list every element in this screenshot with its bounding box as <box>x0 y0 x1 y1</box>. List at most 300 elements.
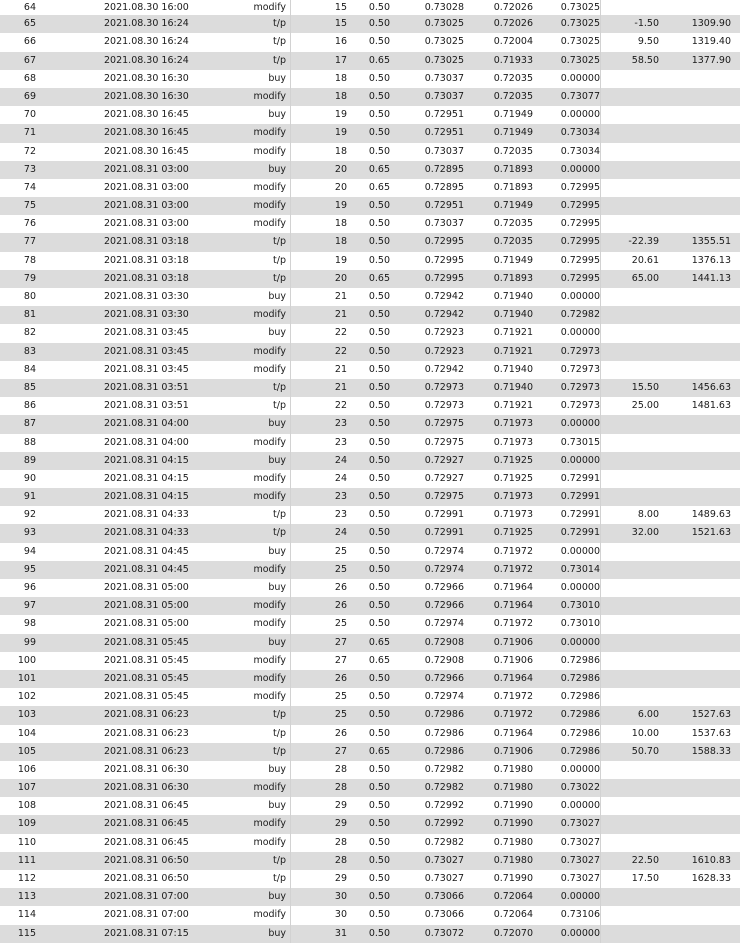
order-cell: 20 <box>334 272 347 284</box>
type-cell: t/p <box>273 36 286 48</box>
sl-cell: 0.71893 <box>493 163 533 175</box>
time-cell: 2021.08.30 16:30 <box>104 90 189 102</box>
sl-cell: 0.71973 <box>493 491 533 503</box>
time-cell: 2021.08.31 03:45 <box>104 327 189 339</box>
table-row[interactable] <box>0 652 740 670</box>
time-cell: 2021.08.31 04:00 <box>104 436 189 448</box>
tp-cell: 0.00000 <box>560 327 600 339</box>
time-cell: 2021.08.31 04:45 <box>104 563 189 575</box>
price-cell: 0.73037 <box>424 90 464 102</box>
column-separator <box>290 379 291 397</box>
row-number: 112 <box>17 873 36 884</box>
table-row[interactable] <box>0 797 740 815</box>
price-cell: 0.72986 <box>424 745 464 757</box>
profit-cell: 50.70 <box>631 745 659 757</box>
time-cell: 2021.08.30 16:45 <box>104 145 189 157</box>
sl-cell: 0.72035 <box>493 236 533 248</box>
table-row[interactable] <box>0 306 740 324</box>
sl-cell: 0.71973 <box>493 436 533 448</box>
column-separator <box>290 888 291 906</box>
balance-cell: 1376.13 <box>691 254 731 266</box>
size-cell: 0.50 <box>368 400 390 412</box>
table-row[interactable] <box>0 670 740 688</box>
column-separator <box>600 561 601 579</box>
table-row[interactable] <box>0 579 740 597</box>
time-cell: 2021.08.31 04:33 <box>104 527 189 539</box>
price-cell: 0.72975 <box>424 491 464 503</box>
sl-cell: 0.71964 <box>493 727 533 739</box>
sl-cell: 0.71906 <box>493 654 533 666</box>
size-cell: 0.65 <box>368 654 390 666</box>
order-cell: 28 <box>334 782 347 794</box>
row-number: 89 <box>23 454 36 466</box>
profit-cell: 20.61 <box>631 254 659 266</box>
table-row[interactable] <box>0 215 740 233</box>
column-separator <box>290 706 291 724</box>
type-cell: t/p <box>273 236 286 248</box>
table-row[interactable] <box>0 852 740 870</box>
time-cell: 2021.08.31 05:45 <box>104 691 189 703</box>
table-row[interactable] <box>0 161 740 179</box>
table-row[interactable] <box>0 688 740 706</box>
type-cell: buy <box>268 636 286 648</box>
order-cell: 24 <box>334 527 347 539</box>
type-cell: modify <box>253 782 286 794</box>
table-row[interactable] <box>0 415 740 433</box>
tp-cell: 0.72995 <box>560 218 600 230</box>
tp-cell: 0.00000 <box>560 291 600 302</box>
size-cell: 0.50 <box>368 345 390 357</box>
column-separator <box>600 815 601 833</box>
column-separator <box>600 70 601 88</box>
row-number: 73 <box>23 163 36 175</box>
order-cell: 19 <box>334 109 347 121</box>
row-number: 108 <box>17 800 36 812</box>
table-row[interactable] <box>0 706 740 724</box>
table-row[interactable] <box>0 52 740 70</box>
price-cell: 0.72942 <box>424 291 464 302</box>
tp-cell: 0.00000 <box>560 763 600 775</box>
order-cell: 21 <box>334 309 347 321</box>
price-cell: 0.72973 <box>424 400 464 412</box>
table-row[interactable] <box>0 452 740 470</box>
column-separator <box>600 0 601 15</box>
order-cell: 29 <box>334 873 347 884</box>
sl-cell: 0.71972 <box>493 563 533 575</box>
type-cell: buy <box>268 545 286 557</box>
column-separator <box>290 343 291 361</box>
time-cell: 2021.08.31 05:45 <box>104 654 189 666</box>
table-row[interactable] <box>0 888 740 906</box>
column-separator <box>600 434 601 452</box>
row-number: 81 <box>23 309 36 321</box>
profit-cell: 10.00 <box>631 727 659 739</box>
price-cell: 0.72973 <box>424 381 464 393</box>
price-cell: 0.72974 <box>424 545 464 557</box>
tp-cell: 0.00000 <box>560 109 600 121</box>
column-separator <box>290 470 291 488</box>
table-row[interactable] <box>0 143 740 161</box>
size-cell: 0.65 <box>368 272 390 284</box>
row-number: 106 <box>17 763 36 775</box>
row-number: 85 <box>23 381 36 393</box>
sl-cell: 0.71949 <box>493 109 533 121</box>
price-cell: 0.72942 <box>424 363 464 375</box>
table-row[interactable] <box>0 597 740 615</box>
table-row[interactable] <box>0 252 740 270</box>
size-cell: 0.50 <box>368 691 390 703</box>
type-cell: t/p <box>273 254 286 266</box>
table-row[interactable] <box>0 543 740 561</box>
row-number: 96 <box>23 582 36 593</box>
table-row[interactable] <box>0 615 740 633</box>
table-row[interactable] <box>0 870 740 888</box>
sl-cell: 0.71949 <box>493 200 533 212</box>
price-cell: 0.73072 <box>424 927 464 939</box>
sl-cell: 0.71921 <box>493 327 533 339</box>
column-separator <box>600 688 601 706</box>
order-cell: 31 <box>334 927 347 939</box>
order-cell: 20 <box>334 163 347 175</box>
row-number: 109 <box>17 818 36 830</box>
table-row[interactable] <box>0 506 740 524</box>
sl-cell: 0.71906 <box>493 636 533 648</box>
table-row[interactable] <box>0 70 740 88</box>
table-row[interactable] <box>0 834 740 852</box>
sl-cell: 0.71893 <box>493 181 533 193</box>
size-cell: 0.50 <box>368 582 390 593</box>
size-cell: 0.50 <box>368 600 390 612</box>
row-number: 115 <box>17 927 36 939</box>
table-row[interactable] <box>0 925 740 943</box>
table-row[interactable] <box>0 343 740 361</box>
column-separator <box>290 506 291 524</box>
column-separator <box>290 834 291 852</box>
column-separator <box>600 124 601 142</box>
row-number: 74 <box>23 181 36 193</box>
order-cell: 21 <box>334 291 347 302</box>
time-cell: 2021.08.31 03:18 <box>104 272 189 284</box>
order-cell: 18 <box>334 218 347 230</box>
type-cell: modify <box>253 836 286 848</box>
time-cell: 2021.08.31 03:30 <box>104 309 189 321</box>
row-number: 64 <box>23 2 36 13</box>
type-cell: modify <box>253 563 286 575</box>
column-separator <box>290 233 291 251</box>
table-row[interactable] <box>0 106 740 124</box>
price-cell: 0.73025 <box>424 36 464 48</box>
table-row[interactable] <box>0 0 740 15</box>
type-cell: buy <box>268 763 286 775</box>
column-separator <box>600 179 601 197</box>
tp-cell: 0.00000 <box>560 545 600 557</box>
type-cell: buy <box>268 72 286 84</box>
column-separator <box>600 615 601 633</box>
tp-cell: 0.72973 <box>560 363 600 375</box>
time-cell: 2021.08.31 03:51 <box>104 381 189 393</box>
type-cell: buy <box>268 291 286 302</box>
price-cell: 0.73025 <box>424 18 464 30</box>
order-cell: 28 <box>334 854 347 866</box>
row-number: 104 <box>17 727 36 739</box>
row-number: 111 <box>17 854 36 866</box>
price-cell: 0.73066 <box>424 909 464 921</box>
time-cell: 2021.08.31 03:00 <box>104 218 189 230</box>
table-row[interactable] <box>0 524 740 542</box>
tp-cell: 0.72995 <box>560 200 600 212</box>
type-cell: modify <box>253 218 286 230</box>
sl-cell: 0.71972 <box>493 545 533 557</box>
table-row[interactable] <box>0 197 740 215</box>
order-cell: 27 <box>334 654 347 666</box>
table-row[interactable] <box>0 324 740 342</box>
type-cell: buy <box>268 454 286 466</box>
column-separator <box>290 415 291 433</box>
profit-cell: 65.00 <box>631 272 659 284</box>
sl-cell: 0.72070 <box>493 927 533 939</box>
size-cell: 0.65 <box>368 636 390 648</box>
price-cell: 0.72966 <box>424 672 464 684</box>
column-separator <box>600 652 601 670</box>
row-number: 78 <box>23 254 36 266</box>
table-row[interactable] <box>0 743 740 761</box>
price-cell: 0.72923 <box>424 327 464 339</box>
row-number: 75 <box>23 200 36 212</box>
price-cell: 0.73028 <box>424 2 464 13</box>
sl-cell: 0.71980 <box>493 763 533 775</box>
sl-cell: 0.71980 <box>493 854 533 866</box>
sl-cell: 0.71925 <box>493 472 533 484</box>
row-number: 114 <box>17 909 36 921</box>
column-separator <box>600 215 601 233</box>
tp-cell: 0.72991 <box>560 527 600 539</box>
row-number: 69 <box>23 90 36 102</box>
column-separator <box>290 179 291 197</box>
price-cell: 0.72951 <box>424 109 464 121</box>
sl-cell: 0.72035 <box>493 90 533 102</box>
type-cell: buy <box>268 891 286 903</box>
type-cell: buy <box>268 327 286 339</box>
time-cell: 2021.08.31 03:18 <box>104 236 189 248</box>
tp-cell: 0.00000 <box>560 72 600 84</box>
table-row[interactable] <box>0 725 740 743</box>
profit-cell: 9.50 <box>637 36 659 48</box>
table-row[interactable] <box>0 88 740 106</box>
type-cell: modify <box>253 491 286 503</box>
table-row[interactable] <box>0 270 740 288</box>
order-cell: 25 <box>334 691 347 703</box>
size-cell: 0.50 <box>368 381 390 393</box>
size-cell: 0.50 <box>368 891 390 903</box>
table-row[interactable] <box>0 397 740 415</box>
sl-cell: 0.71940 <box>493 309 533 321</box>
sl-cell: 0.71980 <box>493 836 533 848</box>
order-cell: 18 <box>334 236 347 248</box>
column-separator <box>600 397 601 415</box>
time-cell: 2021.08.31 04:33 <box>104 509 189 521</box>
table-row[interactable] <box>0 179 740 197</box>
table-row[interactable] <box>0 470 740 488</box>
tp-cell: 0.73077 <box>560 90 600 102</box>
price-cell: 0.72951 <box>424 127 464 139</box>
column-separator <box>290 524 291 542</box>
row-number: 91 <box>23 491 36 503</box>
size-cell: 0.50 <box>368 618 390 630</box>
price-cell: 0.73066 <box>424 891 464 903</box>
row-number: 88 <box>23 436 36 448</box>
size-cell: 0.50 <box>368 236 390 248</box>
sl-cell: 0.71906 <box>493 745 533 757</box>
column-separator <box>290 906 291 924</box>
size-cell: 0.50 <box>368 200 390 212</box>
order-cell: 24 <box>334 454 347 466</box>
price-cell: 0.73027 <box>424 854 464 866</box>
table-row[interactable] <box>0 379 740 397</box>
order-cell: 27 <box>334 636 347 648</box>
table-row[interactable] <box>0 634 740 652</box>
time-cell: 2021.08.31 05:00 <box>104 600 189 612</box>
table-row[interactable] <box>0 779 740 797</box>
profit-cell: 6.00 <box>637 709 659 721</box>
size-cell: 0.50 <box>368 309 390 321</box>
sl-cell: 0.71940 <box>493 381 533 393</box>
price-cell: 0.72986 <box>424 709 464 721</box>
table-row[interactable] <box>0 361 740 379</box>
time-cell: 2021.08.30 16:24 <box>104 36 189 48</box>
balance-cell: 1610.83 <box>691 854 731 866</box>
price-cell: 0.72975 <box>424 436 464 448</box>
type-cell: t/p <box>273 18 286 30</box>
column-separator <box>600 543 601 561</box>
tp-cell: 0.00000 <box>560 418 600 430</box>
order-cell: 18 <box>334 145 347 157</box>
price-cell: 0.73025 <box>424 54 464 66</box>
size-cell: 0.50 <box>368 327 390 339</box>
order-cell: 24 <box>334 472 347 484</box>
column-separator <box>600 161 601 179</box>
order-cell: 25 <box>334 709 347 721</box>
order-cell: 21 <box>334 363 347 375</box>
table-row[interactable] <box>0 288 740 306</box>
column-separator <box>290 670 291 688</box>
price-cell: 0.72982 <box>424 836 464 848</box>
row-number: 102 <box>17 691 36 703</box>
row-number: 77 <box>23 236 36 248</box>
tp-cell: 0.72995 <box>560 236 600 248</box>
table-row[interactable] <box>0 906 740 924</box>
sl-cell: 0.71940 <box>493 291 533 302</box>
time-cell: 2021.08.31 03:45 <box>104 345 189 357</box>
size-cell: 0.65 <box>368 745 390 757</box>
row-number: 79 <box>23 272 36 284</box>
column-separator <box>290 52 291 70</box>
column-separator <box>290 143 291 161</box>
order-cell: 29 <box>334 818 347 830</box>
column-separator <box>600 852 601 870</box>
row-number: 113 <box>17 891 36 903</box>
column-separator <box>600 343 601 361</box>
tp-cell: 0.72973 <box>560 381 600 393</box>
column-separator <box>600 324 601 342</box>
column-separator <box>290 288 291 306</box>
table-row[interactable] <box>0 761 740 779</box>
tp-cell: 0.72973 <box>560 345 600 357</box>
order-cell: 26 <box>334 727 347 739</box>
tp-cell: 0.72973 <box>560 400 600 412</box>
size-cell: 0.50 <box>368 218 390 230</box>
column-separator <box>290 688 291 706</box>
size-cell: 0.50 <box>368 90 390 102</box>
size-cell: 0.50 <box>368 836 390 848</box>
type-cell: modify <box>253 127 286 139</box>
table-row[interactable] <box>0 15 740 33</box>
price-cell: 0.72927 <box>424 472 464 484</box>
column-separator <box>290 0 291 15</box>
price-cell: 0.72986 <box>424 727 464 739</box>
tp-cell: 0.73034 <box>560 127 600 139</box>
balance-cell: 1309.90 <box>691 18 731 30</box>
time-cell: 2021.08.31 05:45 <box>104 672 189 684</box>
table-row[interactable] <box>0 434 740 452</box>
sl-cell: 0.71940 <box>493 363 533 375</box>
order-cell: 29 <box>334 800 347 812</box>
balance-cell: 1441.13 <box>691 272 731 284</box>
size-cell: 0.50 <box>368 363 390 375</box>
table-row[interactable] <box>0 815 740 833</box>
order-cell: 22 <box>334 400 347 412</box>
row-number: 68 <box>23 72 36 84</box>
time-cell: 2021.08.31 03:18 <box>104 254 189 266</box>
order-cell: 19 <box>334 200 347 212</box>
time-cell: 2021.08.31 07:15 <box>104 927 189 939</box>
price-cell: 0.72942 <box>424 309 464 321</box>
table-row[interactable] <box>0 488 740 506</box>
type-cell: t/p <box>273 854 286 866</box>
time-cell: 2021.08.31 06:45 <box>104 818 189 830</box>
tp-cell: 0.72986 <box>560 672 600 684</box>
time-cell: 2021.08.30 16:00 <box>104 2 189 13</box>
tp-cell: 0.00000 <box>560 582 600 593</box>
table-row[interactable] <box>0 124 740 142</box>
price-cell: 0.72974 <box>424 691 464 703</box>
table-row[interactable] <box>0 33 740 51</box>
sl-cell: 0.71990 <box>493 873 533 884</box>
column-separator <box>290 743 291 761</box>
column-separator <box>600 488 601 506</box>
table-row[interactable] <box>0 561 740 579</box>
type-cell: modify <box>253 618 286 630</box>
sl-cell: 0.71964 <box>493 582 533 593</box>
size-cell: 0.50 <box>368 109 390 121</box>
balance-cell: 1456.63 <box>691 381 731 393</box>
order-cell: 23 <box>334 509 347 521</box>
table-row[interactable] <box>0 233 740 251</box>
size-cell: 0.50 <box>368 727 390 739</box>
column-separator <box>600 361 601 379</box>
size-cell: 0.50 <box>368 509 390 521</box>
price-cell: 0.72991 <box>424 509 464 521</box>
tp-cell: 0.72982 <box>560 309 600 321</box>
row-number: 93 <box>23 527 36 539</box>
column-separator <box>290 579 291 597</box>
tp-cell: 0.73025 <box>560 36 600 48</box>
type-cell: modify <box>253 309 286 321</box>
order-cell: 26 <box>334 672 347 684</box>
type-cell: modify <box>253 90 286 102</box>
price-cell: 0.72974 <box>424 618 464 630</box>
time-cell: 2021.08.31 07:00 <box>104 909 189 921</box>
price-cell: 0.72992 <box>424 800 464 812</box>
